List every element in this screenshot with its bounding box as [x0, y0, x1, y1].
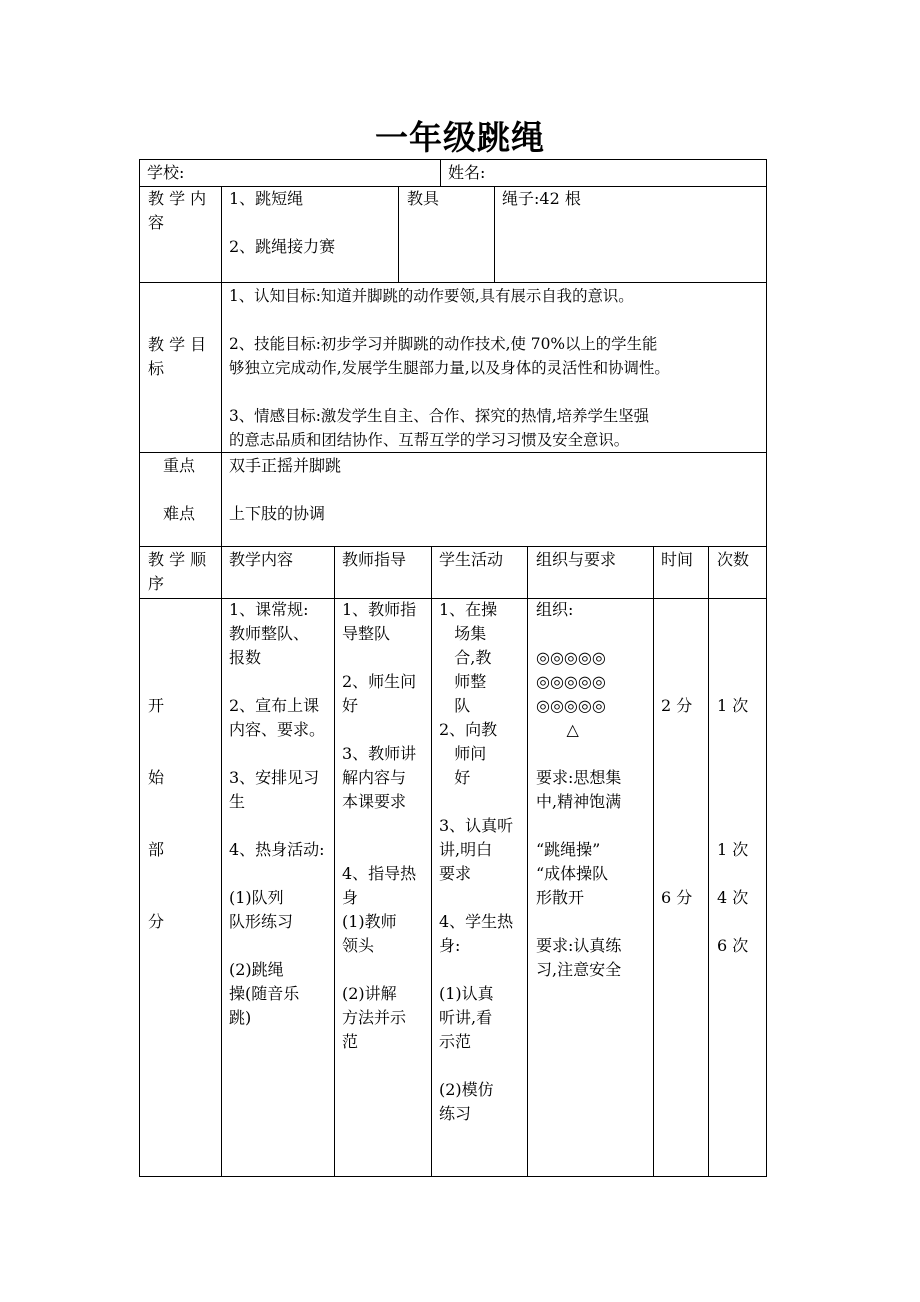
- cell-line: “成体操队: [536, 864, 609, 883]
- start-organization-cell: [536, 598, 621, 982]
- cell-line: 3、认真听: [439, 816, 514, 835]
- cell-line: 身: [342, 888, 359, 907]
- count-value: 6 次: [717, 936, 749, 955]
- cell-line: (2)模仿: [439, 1080, 494, 1099]
- cell-line: 组织:: [536, 600, 574, 619]
- col-divider: [494, 186, 495, 282]
- cell-line: 跳): [229, 1008, 252, 1027]
- section-label-char: 始: [148, 768, 165, 787]
- col-header-time: 时间: [661, 550, 694, 569]
- equipment-value: 绳子:42 根: [502, 189, 581, 208]
- cell-line: (1)队列: [229, 888, 284, 907]
- col-header-student: 学生活动: [439, 550, 504, 569]
- cell-line: [229, 742, 325, 766]
- goal-emotion-line2: 的意志品质和团结协作、互帮互学的学习习惯及安全意识。: [229, 431, 630, 449]
- cell-line: [229, 814, 325, 838]
- cell-line: 要求: [439, 864, 472, 883]
- col-header-count: 次数: [717, 550, 750, 569]
- cell-line: ◎◎◎◎◎: [536, 696, 606, 715]
- cell-line: 内容、要求。: [229, 720, 326, 739]
- cell-line: 4、学生热: [439, 912, 514, 931]
- goal-skill-line2: 够独立完成动作,发展学生腿部力量,以及身体的灵活性和协调性。: [229, 359, 670, 377]
- col-header-content: 教学内容: [229, 550, 294, 569]
- cell-line: [439, 886, 513, 910]
- content-item-1: 1、跳短绳: [229, 189, 304, 208]
- count-value: 1 次: [717, 696, 749, 715]
- cell-line: 领头: [342, 936, 375, 955]
- cell-line: 形散开: [536, 888, 585, 907]
- cell-line: “跳绳操”: [536, 840, 601, 859]
- cell-line: [342, 814, 416, 838]
- cell-line: [536, 910, 621, 934]
- cell-line: 2、宣布上课: [229, 696, 320, 715]
- cell-line: 2、师生问: [342, 672, 417, 691]
- cell-line: (1)教师: [342, 912, 397, 931]
- cell-line: [439, 1054, 513, 1078]
- col-header-teacher: 教师指导: [342, 550, 407, 569]
- school-label: 学校:: [147, 163, 185, 182]
- cell-line: 3、教师讲: [342, 744, 417, 763]
- cell-line: ◎◎◎◎◎: [536, 672, 606, 691]
- col-divider: [527, 546, 528, 1177]
- cell-line: 本课要求: [342, 792, 407, 811]
- section-label-char: 部: [148, 840, 165, 859]
- col-divider: [708, 546, 709, 1177]
- cell-line: 生: [229, 792, 246, 811]
- col-divider: [431, 546, 432, 1177]
- cell-line: ◎◎◎◎◎: [536, 648, 606, 667]
- start-content-cell: [229, 598, 325, 1030]
- cell-line: (1)认真: [439, 984, 494, 1003]
- row-divider: [139, 452, 767, 453]
- col-header-sequence: 教 学 顺 序: [148, 550, 207, 593]
- cell-line: [342, 646, 416, 670]
- cell-line: 好: [439, 768, 471, 787]
- goal-cognitive: 1、认知目标:知道并脚跳的动作要领,具有展示自我的意识。: [229, 287, 634, 305]
- cell-line: [342, 838, 416, 862]
- cell-line: 讲,明白: [439, 840, 493, 859]
- cell-line: 导整队: [342, 624, 391, 643]
- content-item-2: 2、跳绳接力赛: [229, 237, 336, 256]
- page-title: 一年级跳绳: [375, 118, 545, 157]
- cell-line: △: [536, 720, 579, 739]
- cell-line: 4、指导热: [342, 864, 417, 883]
- cell-line: [536, 622, 621, 646]
- cell-line: 示范: [439, 1032, 472, 1051]
- cell-line: 师问: [439, 744, 487, 763]
- cell-line: 1、在操: [439, 600, 498, 619]
- time-value: 6 分: [661, 888, 693, 907]
- goals-text: [229, 284, 670, 452]
- time-value: 2 分: [661, 696, 693, 715]
- key-point-text: 双手正摇并脚跳: [229, 456, 342, 475]
- difficulty-text: 上下肢的协调: [229, 504, 326, 523]
- row-divider: [139, 282, 767, 283]
- cell-line: [229, 934, 325, 958]
- cell-line: 操(随音乐: [229, 984, 300, 1003]
- start-student-cell: [439, 598, 513, 1126]
- cell-line: [229, 862, 325, 886]
- cell-line: 身:: [439, 936, 461, 955]
- cell-line: [342, 718, 416, 742]
- cell-line: 合,教: [439, 648, 492, 667]
- count-value: 1 次: [717, 840, 749, 859]
- col-divider: [334, 546, 335, 1177]
- cell-line: 范: [342, 1032, 359, 1051]
- cell-line: 师整: [439, 672, 487, 691]
- cell-line: [536, 742, 621, 766]
- cell-line: 习,注意安全: [536, 960, 622, 979]
- cell-line: (2)跳绳: [229, 960, 284, 979]
- cell-line: 中,精神饱满: [536, 792, 622, 811]
- cell-line: [342, 958, 416, 982]
- cell-line: 1、教师指: [342, 600, 417, 619]
- cell-line: 2、向教: [439, 720, 498, 739]
- cell-line: 方法并示: [342, 1008, 407, 1027]
- key-point-label: 重点: [163, 456, 196, 475]
- start-teacher-cell: [342, 598, 416, 1054]
- col-divider: [221, 186, 222, 1177]
- section-label-char: 开: [148, 696, 165, 715]
- cell-line: [439, 958, 513, 982]
- content-row-label: 教 学 内 容: [148, 189, 207, 232]
- cell-line: 听讲,看: [439, 1008, 493, 1027]
- cell-line: 3、安排见习: [229, 768, 320, 787]
- cell-line: 好: [342, 696, 359, 715]
- col-header-organization: 组织与要求: [536, 550, 617, 569]
- cell-line: 练习: [439, 1104, 472, 1123]
- cell-line: 队形练习: [229, 912, 294, 931]
- cell-line: 要求:认真练: [536, 936, 622, 955]
- col-divider: [440, 159, 441, 186]
- cell-line: 4、热身活动:: [229, 840, 325, 859]
- cell-line: 要求:思想集: [536, 768, 622, 787]
- row-divider: [139, 546, 767, 547]
- difficulty-label: 难点: [163, 504, 196, 523]
- cell-line: 解内容与: [342, 768, 407, 787]
- cell-line: 1、课常规:: [229, 600, 309, 619]
- cell-line: [229, 670, 325, 694]
- name-label: 姓名:: [448, 163, 486, 182]
- col-divider: [398, 186, 399, 282]
- cell-line: 教师整队、: [229, 624, 310, 643]
- equipment-label: 教具: [407, 189, 440, 208]
- cell-line: 队: [439, 696, 471, 715]
- goals-row-label: 教 学 目 标: [148, 335, 207, 378]
- cell-line: [439, 790, 513, 814]
- col-divider: [653, 546, 654, 1177]
- goal-skill-line1: 2、技能目标:初步学习并脚跳的动作技术,使 70%以上的学生能: [229, 335, 658, 353]
- cell-line: 场集: [439, 624, 487, 643]
- cell-line: 报数: [229, 648, 262, 667]
- goal-emotion-line1: 3、情感目标:激发学生自主、合作、探究的热情,培养学生坚强: [229, 407, 650, 425]
- section-label-char: 分: [148, 912, 165, 931]
- cell-line: [536, 814, 621, 838]
- count-value: 4 次: [717, 888, 749, 907]
- cell-line: (2)讲解: [342, 984, 397, 1003]
